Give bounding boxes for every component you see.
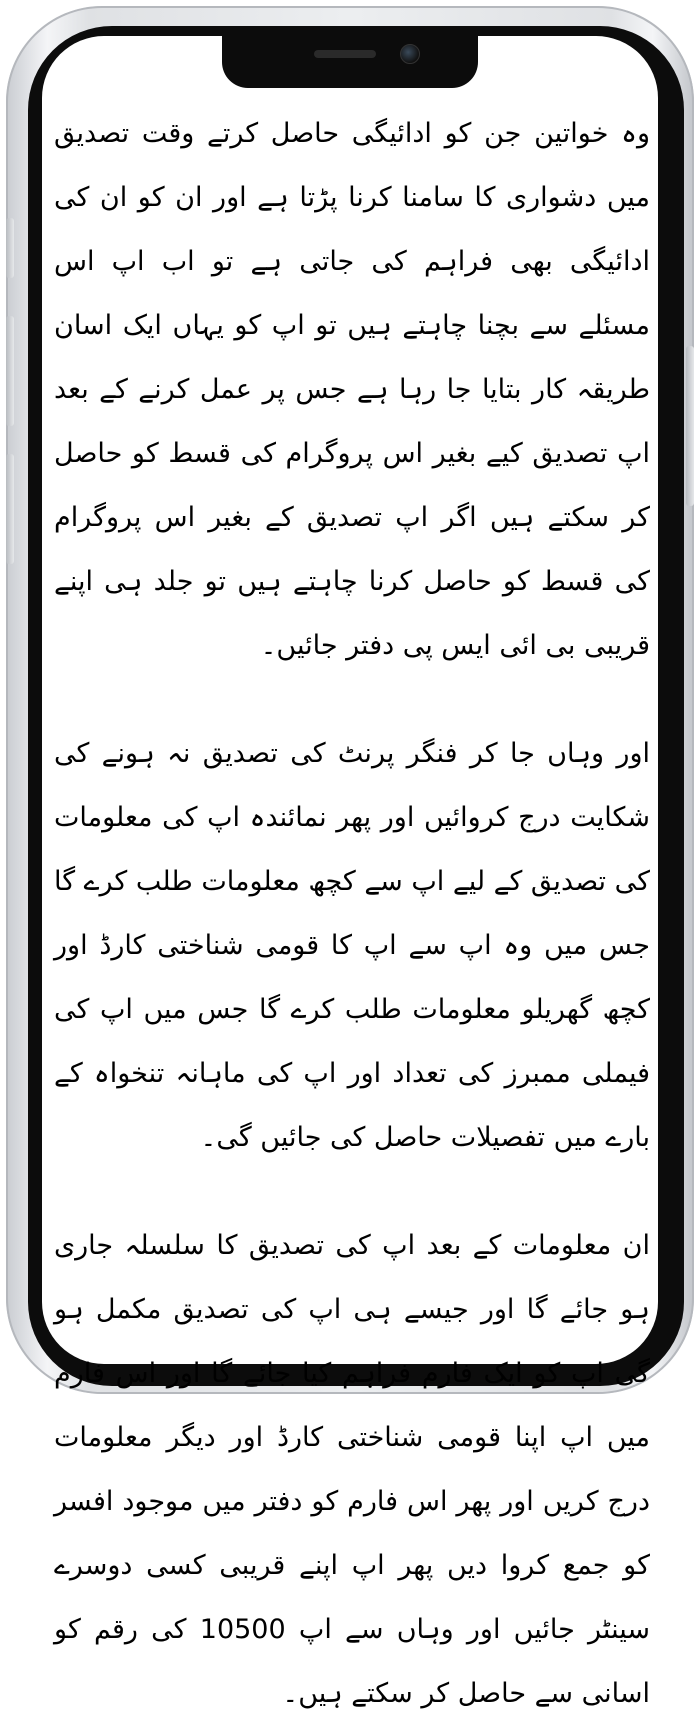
paragraph-2: اور وہاں جا کر فنگر پرنٹ کی تصدیق نہ ہونے کی شکایت درج کروائیں اور پھر نمائندہ اپ کی معلومات کی تصدیق کے لیے اپ سے کچھ معلومات طلب کرے گا جس میں وہ اپ سے اپ کا قومی شناختی کارڈ اور کچھ گھریلو معلومات طلب کرے گا جس میں اپ کی فیملی ممبرز کی تعداد اور اپ کی ماہانہ تنخواہ کے بارے میں تفصیلات حاصل کی جائیں گی۔: [54, 738, 650, 1153]
phone-screen: [42, 36, 658, 1709]
article-body: [54, 102, 650, 1726]
power-button: [686, 346, 694, 506]
front-camera-icon: [400, 44, 420, 64]
paragraph-3: ان معلومات کے بعد اپ کی تصدیق کا سلسلہ جاری ہو جائے گا اور جیسے ہی اپ کی تصدیق مکمل ہو گی اپ کو ایک فارم فراہم کیا جائے گا اور اس فارم میں اپ اپنا قومی شناختی کارڈ اور دیگر معلومات درج کریں اور پھر اس فارم کو دفتر میں موجود افسر کو جمع کروا دیں پھر اپ اپنے قریبی کسی دوسرے سینٹر جائیں اور وہاں سے اپ 10500 کی رقم کو اسانی سے حاصل کر سکتے ہیں۔: [54, 1230, 650, 1709]
volume-up-button: [6, 316, 14, 426]
mute-switch: [6, 218, 14, 278]
paragraph-1: وہ خواتین جن کو ادائیگی حاصل کرتے وقت تصدیق میں دشواری کا سامنا کرنا پڑتا ہے اور ان کو ان کی ادائیگی بھی فراہم کی جاتی ہے تو اب اپ اس مسئلے سے بچنا چاہتے ہیں تو اپ کو یہاں ایک اسان طریقہ کار بتایا جا رہا ہے جس پر عمل کرنے کے بعد اپ تصدیق کیے بغیر اس پروگرام کی قسط کو حاصل کر سکتے ہیں اگر اپ تصدیق کے بغیر اس پروگرام کی قسط کو حاصل کرنا چاہتے ہیں تو جلد ہی اپنے قریبی بی ائی ایس پی دفتر جائیں۔: [54, 118, 650, 661]
notch: [222, 36, 478, 88]
speaker-grille-icon: [314, 50, 376, 58]
volume-down-button: [6, 454, 14, 564]
